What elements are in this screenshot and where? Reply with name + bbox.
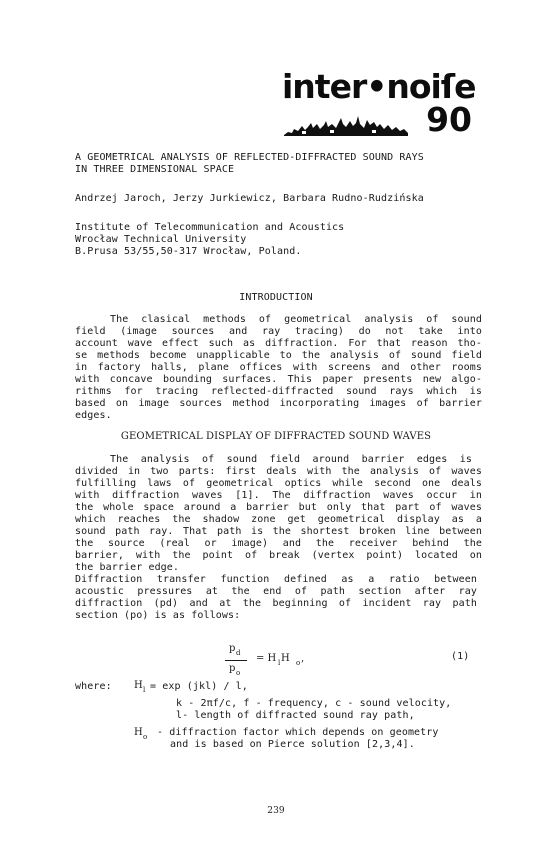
equation-rhs-mid: H: [281, 653, 290, 664]
section2-line: acoustic pressures at the end of path section after ray: [75, 586, 477, 597]
conference-year: 90: [426, 100, 472, 139]
page-number: 239: [267, 806, 285, 816]
where-k-definition: k - 2πf/c, f - frequency, c - sound velocity,: [176, 698, 452, 709]
section2-line: divided in two parts: first deals with the analysis of waves: [75, 466, 482, 477]
paper-title-line-2: IN THREE DIMENSIONAL SPACE: [75, 164, 235, 175]
equation-denominator: p: [229, 663, 236, 674]
equation-denominator-subscript: o: [236, 669, 241, 677]
section2-line: diffraction (pd) and at the beginning of incident ray path: [75, 598, 477, 609]
intro-line: account wave effect such as diffraction. For that reason tho-: [75, 338, 482, 349]
equation-rhs-end: ,: [301, 653, 305, 664]
equation-fraction-bar: [225, 660, 247, 661]
section2-line: section (po) is as follows:: [75, 610, 241, 621]
authors: Andrzej Jaroch, Jerzy Jurkiewicz, Barbara Rudno-Rudzińska: [75, 193, 424, 204]
affiliation-line-1: Institute of Telecommunication and Acoustics: [75, 222, 345, 233]
intro-line: The clasical methods of geometrical analysis of sound: [110, 314, 482, 325]
section2-line: Diffraction transfer function defined as a ratio between: [75, 574, 477, 585]
intro-line: with concave bounding surfaces. This paper presents new algo-: [75, 374, 482, 385]
where-ho-subscript: o: [143, 733, 148, 741]
where-hl-definition: = exp (jkl) / l,: [150, 681, 248, 692]
section-heading-introduction: INTRODUCTION: [239, 292, 313, 303]
section2-line: fulfilling laws of geometrical optics while second one deals: [75, 478, 482, 489]
section-heading-geometrical-display: GEOMETRICAL DISPLAY OF DIFFRACTED SOUND WAVES: [120, 431, 432, 442]
where-ho-symbol: H: [134, 727, 143, 738]
equation-rhs-subscript-1: l: [278, 659, 281, 667]
where-hl-symbol: H: [134, 680, 143, 691]
where-hl-subscript: l: [143, 686, 146, 694]
where-l-definition: l- length of diffracted sound ray path,: [176, 710, 415, 721]
equation-rhs-subscript-2: o: [296, 659, 301, 667]
equation-number: (1): [451, 651, 470, 662]
equation-numerator-subscript: d: [236, 649, 241, 657]
conference-logo-title: inter•noiſe: [282, 67, 476, 106]
affiliation-line-3: B.Prusa 53/55,50-317 Wrocław, Poland.: [75, 246, 302, 257]
equation-rhs: = H: [256, 653, 277, 664]
section2-line: the whole space around a barrier but only that part of waves: [75, 502, 482, 513]
section2-line: the source (real or image) and the receiver behind the: [75, 538, 482, 549]
affiliation-line-2: Wrocław Technical University: [75, 234, 247, 245]
intro-line: in factory halls, plane offices with screens and other rooms: [75, 362, 482, 373]
intro-line: rithms for tracing reflected-diffracted sound rays which is: [75, 386, 482, 397]
section2-line: the barrier edge.: [75, 562, 180, 573]
intro-line: field (image sources and ray tracing) do not take into: [75, 326, 482, 337]
where-ho-definition: - diffraction factor which depends on geometry: [157, 727, 439, 738]
city-skyline-logo-graphic: [284, 112, 408, 136]
section2-line: with diffraction waves [1]. The diffraction waves occur in: [75, 490, 482, 501]
intro-line: se methods become unapplicable to the analysis of sound field: [75, 350, 482, 361]
where-label: where:: [75, 681, 112, 692]
section2-line: The analysis of sound field around barrier edges is: [110, 454, 472, 465]
section2-line: which reaches the shadow zone get geometrical display as a: [75, 514, 482, 525]
intro-line: edges.: [75, 410, 112, 421]
where-ho-definition-2: and is based on Pierce solution [2,3,4].: [170, 739, 415, 750]
paper-title-line-1: A GEOMETRICAL ANALYSIS OF REFLECTED-DIFFRACTED SOUND RAYS: [75, 152, 424, 163]
section2-line: barrier, with the point of break (vertex point) located on: [75, 550, 482, 561]
equation-numerator: p: [229, 643, 236, 654]
section2-line: sound path ray. That path is the shortest broken line between: [75, 526, 482, 537]
intro-line: based on image sources method incorporating images of barrier: [75, 398, 482, 409]
